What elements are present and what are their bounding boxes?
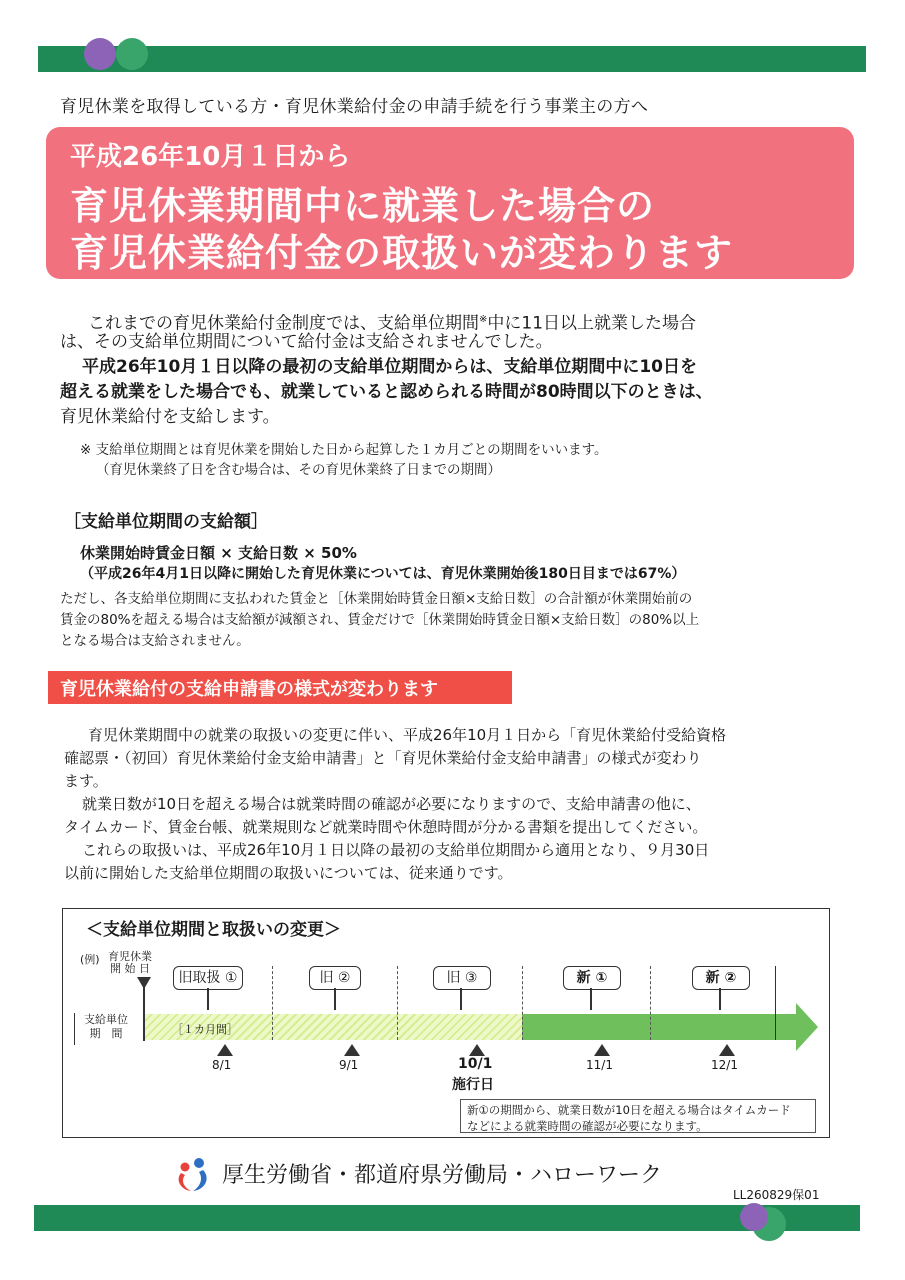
new-period-bar bbox=[522, 1014, 796, 1040]
amount-heading: ［支給単位期間の支給額］ bbox=[64, 512, 268, 532]
title-main-1: 育児休業期間中に就業した場合の bbox=[70, 184, 656, 228]
diagram-title: ＜支給単位期間と取扱いの変更＞ bbox=[86, 920, 341, 940]
title-main-2: 育児休業給付金の取扱いが変わります bbox=[70, 231, 734, 275]
amount-formula: 休業開始時賃金日額 × 支給日数 × 50% bbox=[80, 544, 357, 562]
date-label: 9/1 bbox=[339, 1058, 359, 1072]
arrow-head-icon bbox=[796, 1003, 818, 1051]
bubble-old-3: 旧 ③ bbox=[433, 966, 491, 990]
top-circle-purple bbox=[84, 38, 116, 70]
title-date: 平成26年10月１日から bbox=[70, 142, 351, 172]
divider-4 bbox=[650, 966, 651, 1040]
section2-heading-bar bbox=[48, 671, 512, 704]
bubble-new-2: 新 ② bbox=[692, 966, 750, 990]
section2-heading: 育児休業給付の支給申請書の様式が変わります bbox=[60, 679, 438, 700]
footnote-2: （育児休業終了日を含む場合は、その育児休業終了日までの期間） bbox=[96, 462, 501, 478]
date-marker-icon bbox=[344, 1044, 360, 1056]
doc-code: LL260829保01 bbox=[733, 1188, 820, 1202]
date-label: 8/1 bbox=[212, 1058, 232, 1072]
diagram-note: 新①の期間から、就業日数が10日を超える場合はタイムカード などによる就業時間の確認が必要になります。 bbox=[460, 1099, 816, 1133]
intro-line-4: 超える就業をした場合でも、就業していると認められる時間が80時間以下のときは、 bbox=[60, 382, 713, 402]
date-marker-icon bbox=[594, 1044, 610, 1056]
s2-p1-l3: ます。 bbox=[64, 772, 108, 790]
amount-line-1: ただし、各支給単位期間に支払われた賃金と［休業開始時賃金日額×支給日数］の合計額が休業開始前の bbox=[60, 591, 693, 607]
ministry-logo-icon bbox=[173, 1154, 213, 1194]
date-marker-icon bbox=[469, 1044, 485, 1056]
s2-p1-l2: 確認票・（初回）育児休業給付金支給申請書」と「育児休業給付金支給申請書」の様式が変わり bbox=[64, 749, 702, 767]
footer-org: 厚生労働省・都道府県労働局・ハローワーク bbox=[222, 1163, 663, 1188]
bubble-pointer-2 bbox=[334, 988, 336, 1010]
divider-2 bbox=[397, 966, 398, 1040]
bubble-old-2: 旧 ② bbox=[309, 966, 361, 990]
s2-p2-l1: 就業日数が10日を超える場合は就業時間の確認が必要になりますので、支給申請書の他に、 bbox=[82, 795, 701, 813]
divider-3 bbox=[522, 966, 523, 1040]
date-label: 12/1 bbox=[711, 1058, 738, 1072]
period-label: 支給単位 期 間 bbox=[74, 1013, 137, 1045]
bottom-band bbox=[34, 1205, 860, 1231]
amount-formula-note: （平成26年4月1日以降に開始した育児休業については、育児休業開始後180日目までは67%） bbox=[80, 566, 686, 582]
date-label: 11/1 bbox=[586, 1058, 613, 1072]
intro-line-2: は、その支給単位期間について給付金は支給されませんでした。 bbox=[60, 332, 553, 352]
bubble-pointer-4 bbox=[590, 988, 592, 1010]
s2-p2-l2: タイムカード、賃金台帳、就業規則など就業時間や休憩時間が分かる書類を提出してください。 bbox=[64, 818, 708, 836]
top-circle-green bbox=[116, 38, 148, 70]
one-month-label: ［１カ月間］ bbox=[172, 1023, 238, 1036]
s2-p3-l2: 以前に開始した支給単位期間の取扱いについては、従来通りです。 bbox=[64, 864, 513, 882]
intro-line-3: 平成26年10月１日以降の最初の支給単位期間からは、支給単位期間中に10日を bbox=[82, 357, 697, 377]
bubble-pointer-5 bbox=[719, 988, 721, 1010]
audience-text: 育児休業を取得している方・育児休業給付金の申請手続を行う事業主の方へ bbox=[60, 97, 649, 117]
bubble-old-1: 旧取扱 ① bbox=[173, 966, 243, 990]
divider-end bbox=[775, 966, 776, 1040]
s2-p1-l1: 育児休業期間中の就業の取扱いの変更に伴い、平成26年10月１日から「育児休業給付受給資格 bbox=[88, 726, 727, 744]
footnote-1: ※ 支給単位期間とは育児休業を開始した日から起算した１カ月ごとの期間をいいます。 bbox=[80, 442, 608, 458]
top-band bbox=[38, 46, 866, 72]
bottom-circle-purple bbox=[740, 1203, 768, 1231]
date-label-effective: 10/1 bbox=[458, 1056, 493, 1072]
bubble-pointer-3 bbox=[460, 988, 462, 1010]
divider-1 bbox=[272, 966, 273, 1040]
effective-date-label: 施行日 bbox=[452, 1077, 494, 1093]
intro-line-1: これまでの育児休業給付金制度では、支給単位期間※中に11日以上就業した場合 bbox=[88, 313, 697, 334]
amount-line-2: 賃金の80%を超える場合は支給額が減額され、賃金だけで［休業開始時賃金日額×支給日数］の80%以上 bbox=[60, 612, 700, 628]
bubble-pointer-1 bbox=[207, 988, 209, 1010]
amount-line-3: となる場合は支給されません。 bbox=[60, 633, 250, 649]
intro-line-5: 育児休業給付を支給します。 bbox=[60, 407, 280, 427]
bubble-new-1: 新 ① bbox=[563, 966, 621, 990]
date-marker-icon bbox=[217, 1044, 233, 1056]
example-label: (例) bbox=[80, 953, 100, 966]
date-marker-icon bbox=[719, 1044, 735, 1056]
start-label: 育児休業 開 始 日 bbox=[108, 950, 152, 975]
s2-p3-l1: これらの取扱いは、平成26年10月１日以降の最初の支給単位期間から適用となり、９月30日 bbox=[82, 841, 710, 859]
